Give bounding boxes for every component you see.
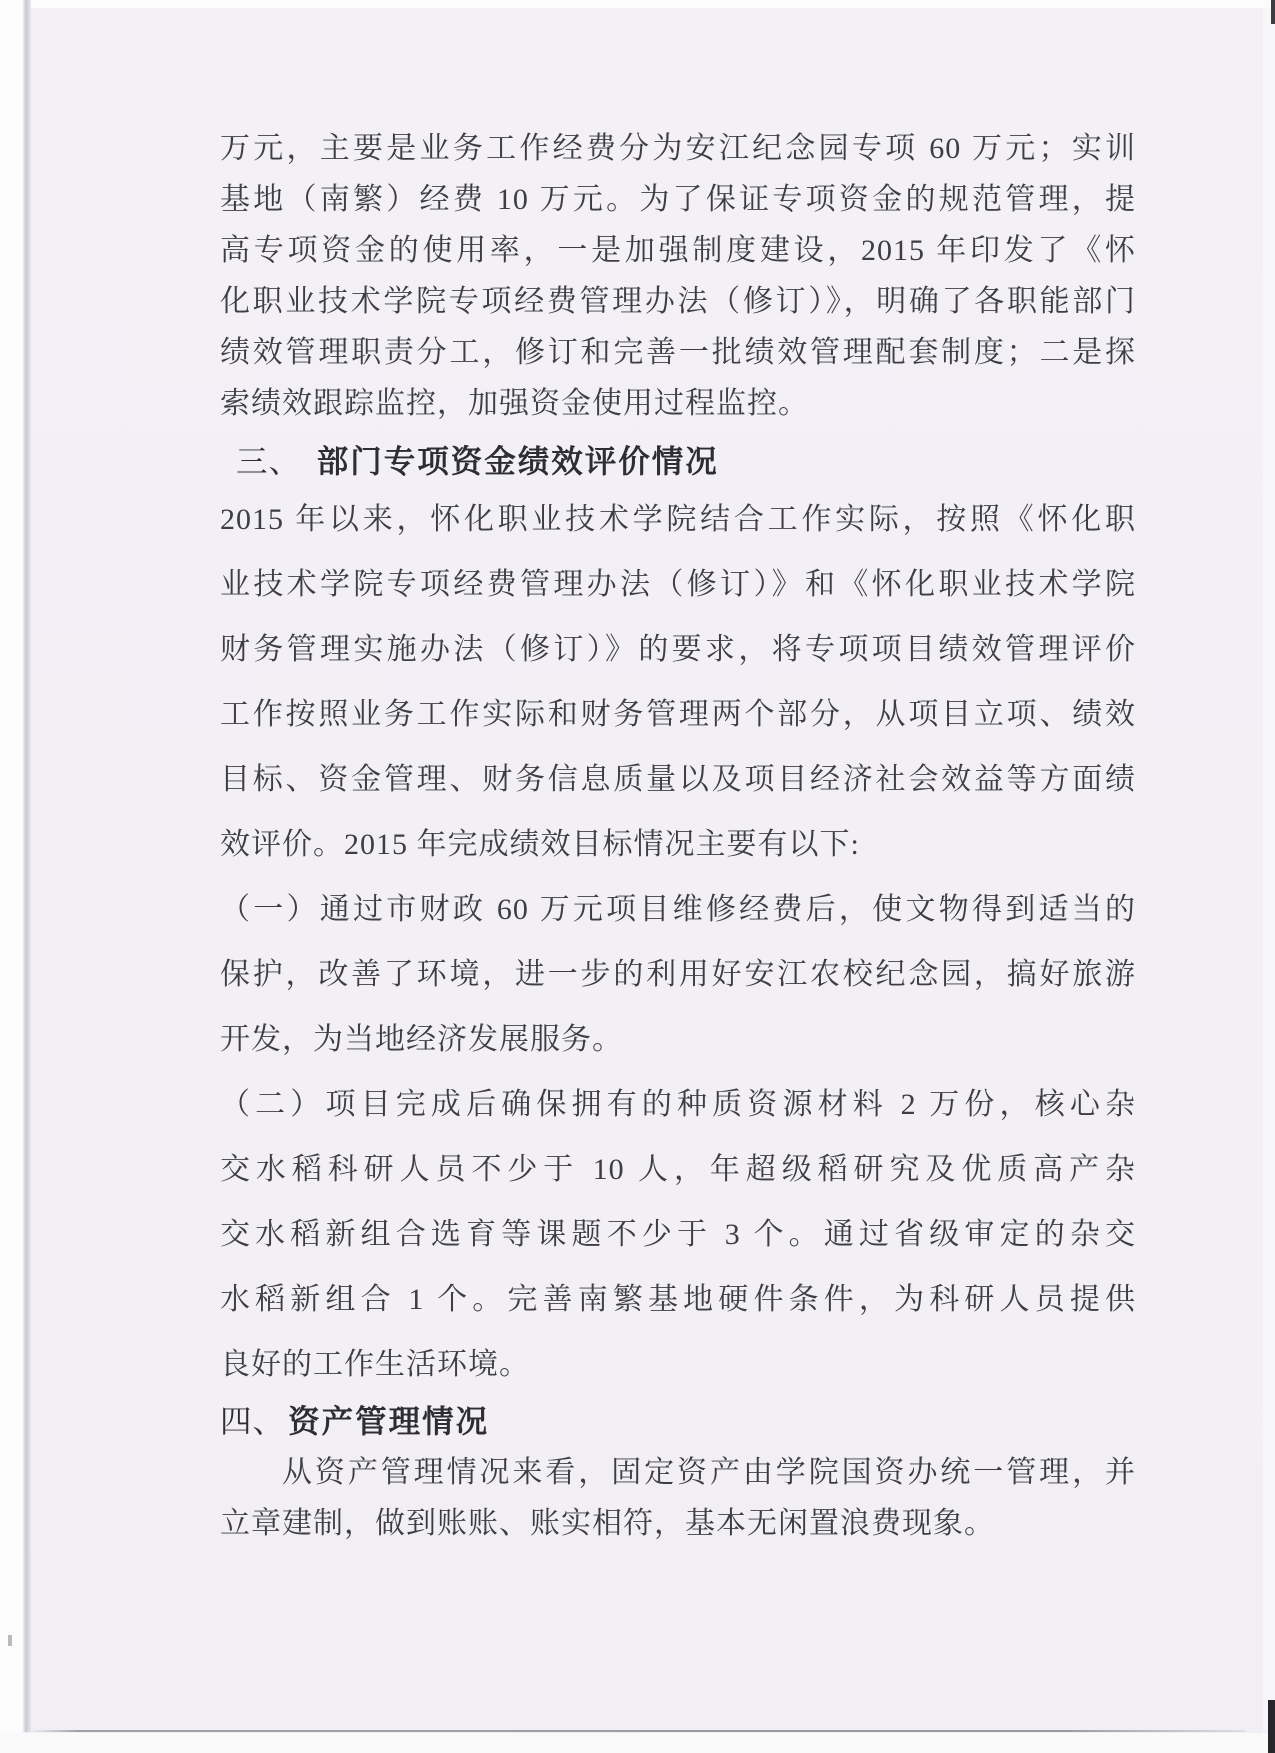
paper-bottom-edge-line bbox=[30, 1730, 1245, 1732]
section-title: 部门专项资金绩效评价情况 bbox=[316, 444, 719, 479]
body-line: 基地（南繁）经费 10 万元。为了保证专项资金的规范管理，提 bbox=[220, 183, 1136, 216]
section4-paragraph bbox=[220, 1447, 1136, 1549]
body-line: （二）项目完成后确保拥有的种质资源材料 2 万份，核心杂 bbox=[220, 1088, 1136, 1121]
body-line: 万元，主要是业务工作经费分为安江纪念园专项 60 万元；实训 bbox=[220, 132, 1136, 165]
body-line: 交水稻新组合选育等课题不少于 3 个。通过省级审定的杂交 bbox=[220, 1218, 1136, 1251]
body-line: 水稻新组合 1 个。完善南繁基地硬件条件，为科研人员提供 bbox=[220, 1283, 1136, 1316]
body-line: （一）通过市财政 60 万元项目维修经费后，使文物得到适当的 bbox=[220, 893, 1136, 926]
body-line: 化职业技术学院专项经费管理办法（修订）》，明确了各职能部门 bbox=[220, 285, 1136, 318]
scan-edge-right bbox=[1263, 0, 1275, 1732]
scan-speck-left bbox=[8, 1635, 12, 1646]
body-line: 良好的工作生活环境。 bbox=[220, 1348, 530, 1381]
scan-artifact-bottom-right bbox=[1268, 1700, 1275, 1753]
scan-edge-bottom bbox=[0, 1733, 1275, 1753]
body-line: 效评价。2015 年完成绩效目标情况主要有以下: bbox=[220, 828, 860, 861]
section-heading-4 bbox=[220, 1397, 1136, 1447]
body-line: 保护，改善了环境，进一步的利用好安江农校纪念园，搞好旅游 bbox=[220, 958, 1136, 991]
scan-artifact-top-right bbox=[1271, 0, 1275, 24]
section3-paragraph bbox=[220, 487, 1136, 877]
section-heading-3 bbox=[220, 437, 1136, 487]
item1-paragraph bbox=[220, 877, 1136, 1072]
item2-paragraph bbox=[220, 1072, 1136, 1397]
body-line: 绩效管理职责分工，修订和完善一批绩效管理配套制度；二是探 bbox=[220, 336, 1136, 369]
paper-crease-left bbox=[22, 0, 31, 1732]
body-line: 立章建制，做到账账、账实相符，基本无闲置浪费现象。 bbox=[220, 1507, 995, 1540]
continuation-paragraph bbox=[220, 123, 1136, 429]
body-line: 目标、资金管理、财务信息质量以及项目经济社会效益等方面绩 bbox=[220, 763, 1136, 796]
body-line: 财务管理实施办法（修订）》的要求，将专项项目绩效管理评价 bbox=[220, 633, 1136, 666]
document-text bbox=[220, 123, 1136, 1549]
section-number: 四、 bbox=[220, 1404, 286, 1439]
body-line: 开发，为当地经济发展服务。 bbox=[220, 1023, 623, 1056]
body-line: 工作按照业务工作实际和财务管理两个部分，从项目立项、绩效 bbox=[220, 698, 1136, 731]
scan-edge-top bbox=[0, 0, 1275, 8]
scan-edge-left bbox=[0, 0, 22, 1753]
body-line: 高专项资金的使用率，一是加强制度建设，2015 年印发了《怀 bbox=[220, 234, 1136, 267]
section-number: 三、 bbox=[236, 444, 302, 479]
body-line: 2015 年以来，怀化职业技术学院结合工作实际，按照《怀化职 bbox=[220, 503, 1136, 536]
section-title: 资产管理情况 bbox=[288, 1404, 490, 1439]
body-line: 从资产管理情况来看，固定资产由学院国资办统一管理，并 bbox=[282, 1456, 1136, 1489]
body-line: 业技术学院专项经费管理办法（修订）》和《怀化职业技术学院 bbox=[220, 568, 1136, 601]
body-line: 交水稻科研人员不少于 10 人，年超级稻研究及优质高产杂 bbox=[220, 1153, 1136, 1186]
body-line: 索绩效跟踪监控，加强资金使用过程监控。 bbox=[220, 387, 809, 420]
